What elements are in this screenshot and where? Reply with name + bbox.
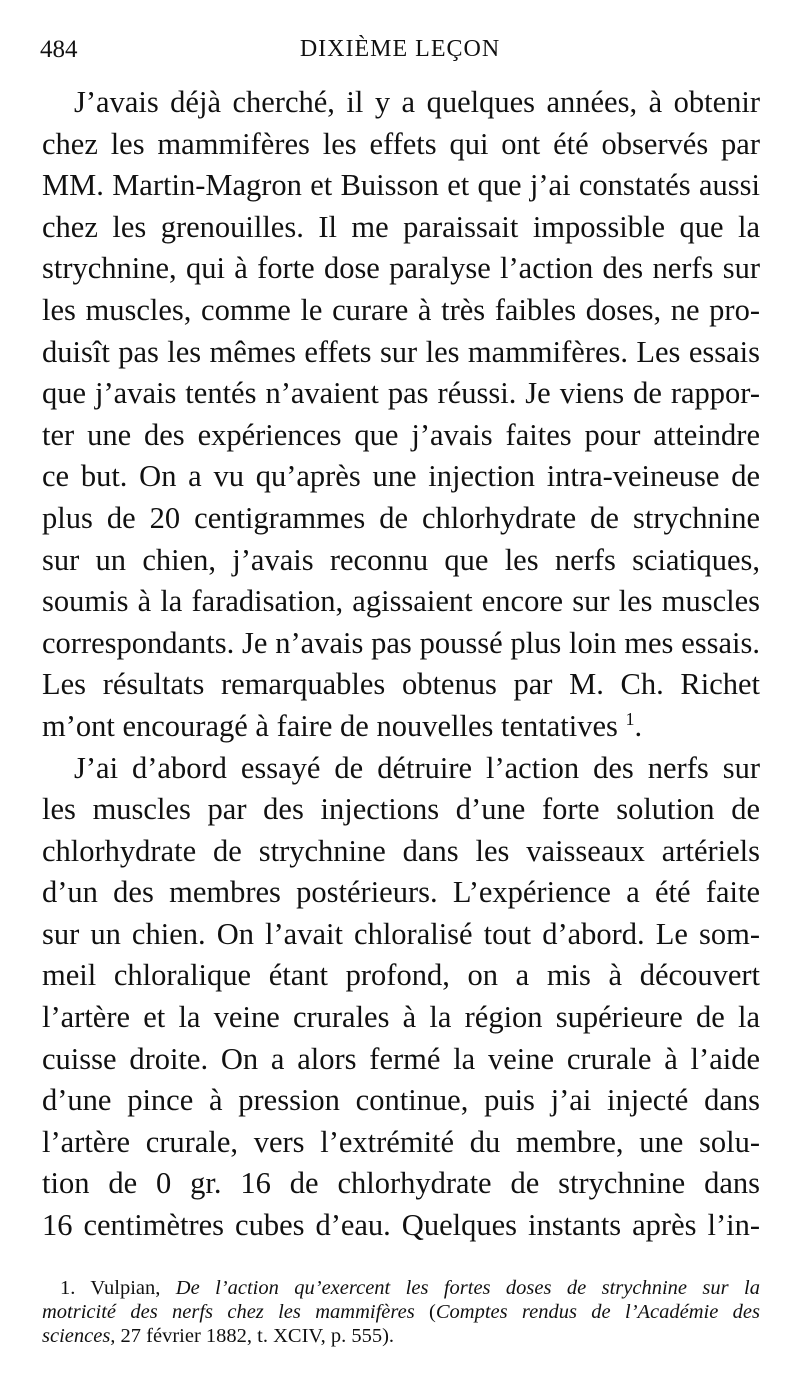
footnote-journal: sciences, bbox=[42, 1325, 116, 1347]
body-text bbox=[42, 82, 760, 1247]
footnote-reference: 1 bbox=[625, 708, 635, 729]
text-line: strychnine, qui à forte dose paralyse l’action des nerfs sur bbox=[42, 251, 760, 286]
footnote-author: Vulpian, bbox=[90, 1277, 161, 1299]
sentence-period: . bbox=[634, 708, 643, 743]
text-line: duisît pas les mêmes effets sur les mammifères. Les essais bbox=[42, 334, 760, 369]
footnote bbox=[42, 1276, 760, 1348]
text-line: que j’avais tentés n’avaient pas réussi. Je viens de rappor- bbox=[42, 376, 760, 411]
text-line: tion de 0 gr. 16 de chlorhydrate de strychnine dans bbox=[42, 1166, 760, 1201]
running-title: DIXIÈME LEÇON bbox=[299, 36, 501, 62]
text-line: J’ai d’abord essayé de détruire l’action des nerfs sur bbox=[74, 750, 760, 785]
text-line: chez les mammifères les effets qui ont été observés par bbox=[42, 126, 760, 161]
text-line: les muscles, comme le curare à très faibles doses, ne pro- bbox=[42, 292, 760, 327]
footnote-line bbox=[42, 1324, 760, 1348]
text-line-content: m’ont encouragé à faire de nouvelles tentatives bbox=[42, 708, 618, 743]
text-line: les muscles par des injections d’une forte solution de bbox=[42, 792, 760, 827]
text-line: J’avais déjà cherché, il y a quelques années, à obtenir bbox=[74, 85, 760, 119]
text-line: sur un chien. On l’avait chloralisé tout d’abord. Le som- bbox=[42, 916, 760, 951]
text-line: meil chloralique étant profond, on a mis à découvert bbox=[42, 958, 760, 993]
footnote-number: 1. bbox=[60, 1277, 76, 1299]
text-line: chez les grenouilles. Il me paraissait impossible que la bbox=[42, 209, 760, 244]
footnote-paren: ( bbox=[429, 1301, 436, 1323]
footnote-journal: Comptes rendus de l’Académie des bbox=[435, 1301, 760, 1323]
text-line bbox=[42, 706, 760, 748]
footnote-line bbox=[42, 1300, 760, 1324]
text-line: ce but. On a vu qu’après une injection intra-veineuse de bbox=[42, 459, 760, 494]
footnote-title: De l’action qu’exercent les fortes doses de strychnine sur la bbox=[175, 1277, 760, 1299]
text-line: plus de 20 centigrammes de chlorhydrate de strychnine bbox=[42, 500, 760, 535]
text-line: sur un chien, j’avais reconnu que les nerfs sciatiques, bbox=[42, 542, 760, 577]
text-line: MM. Martin-Magron et Buisson et que j’ai constatés aussi bbox=[42, 168, 760, 203]
text-line: 16 centimètres cubes d’eau. Quelques instants après l’in- bbox=[42, 1208, 760, 1243]
text-line: d’un des membres postérieurs. L’expérience a été faite bbox=[42, 875, 760, 910]
page-header bbox=[40, 36, 760, 70]
footnote-title: motricité des nerfs chez les mammifères bbox=[42, 1301, 415, 1323]
text-line: correspondants. Je n’avais pas poussé plus loin mes essais. bbox=[42, 625, 760, 660]
text-line: soumis à la faradisation, agissaient encore sur les muscles bbox=[42, 584, 760, 619]
text-line: l’artère et la veine crurales à la région supérieure de la bbox=[42, 1000, 760, 1035]
text-line: chlorhydrate de strychnine dans les vaisseaux artériels bbox=[42, 833, 760, 868]
text-line: ter une des expériences que j’avais faites pour atteindre bbox=[42, 417, 760, 452]
text-line: d’une pince à pression continue, puis j’ai injecté dans bbox=[42, 1083, 760, 1118]
footnote-citation: 27 février 1882, t. XCIV, p. 555). bbox=[120, 1325, 395, 1347]
text-line: l’artère crurale, vers l’extrémité du membre, une solu- bbox=[42, 1124, 760, 1159]
footnote-line bbox=[42, 1276, 760, 1300]
text-line: cuisse droite. On a alors fermé la veine crurale à l’aide bbox=[42, 1041, 760, 1076]
page-number: 484 bbox=[40, 36, 78, 63]
text-line: Les résultats remarquables obtenus par M. Ch. Richet bbox=[42, 667, 760, 702]
